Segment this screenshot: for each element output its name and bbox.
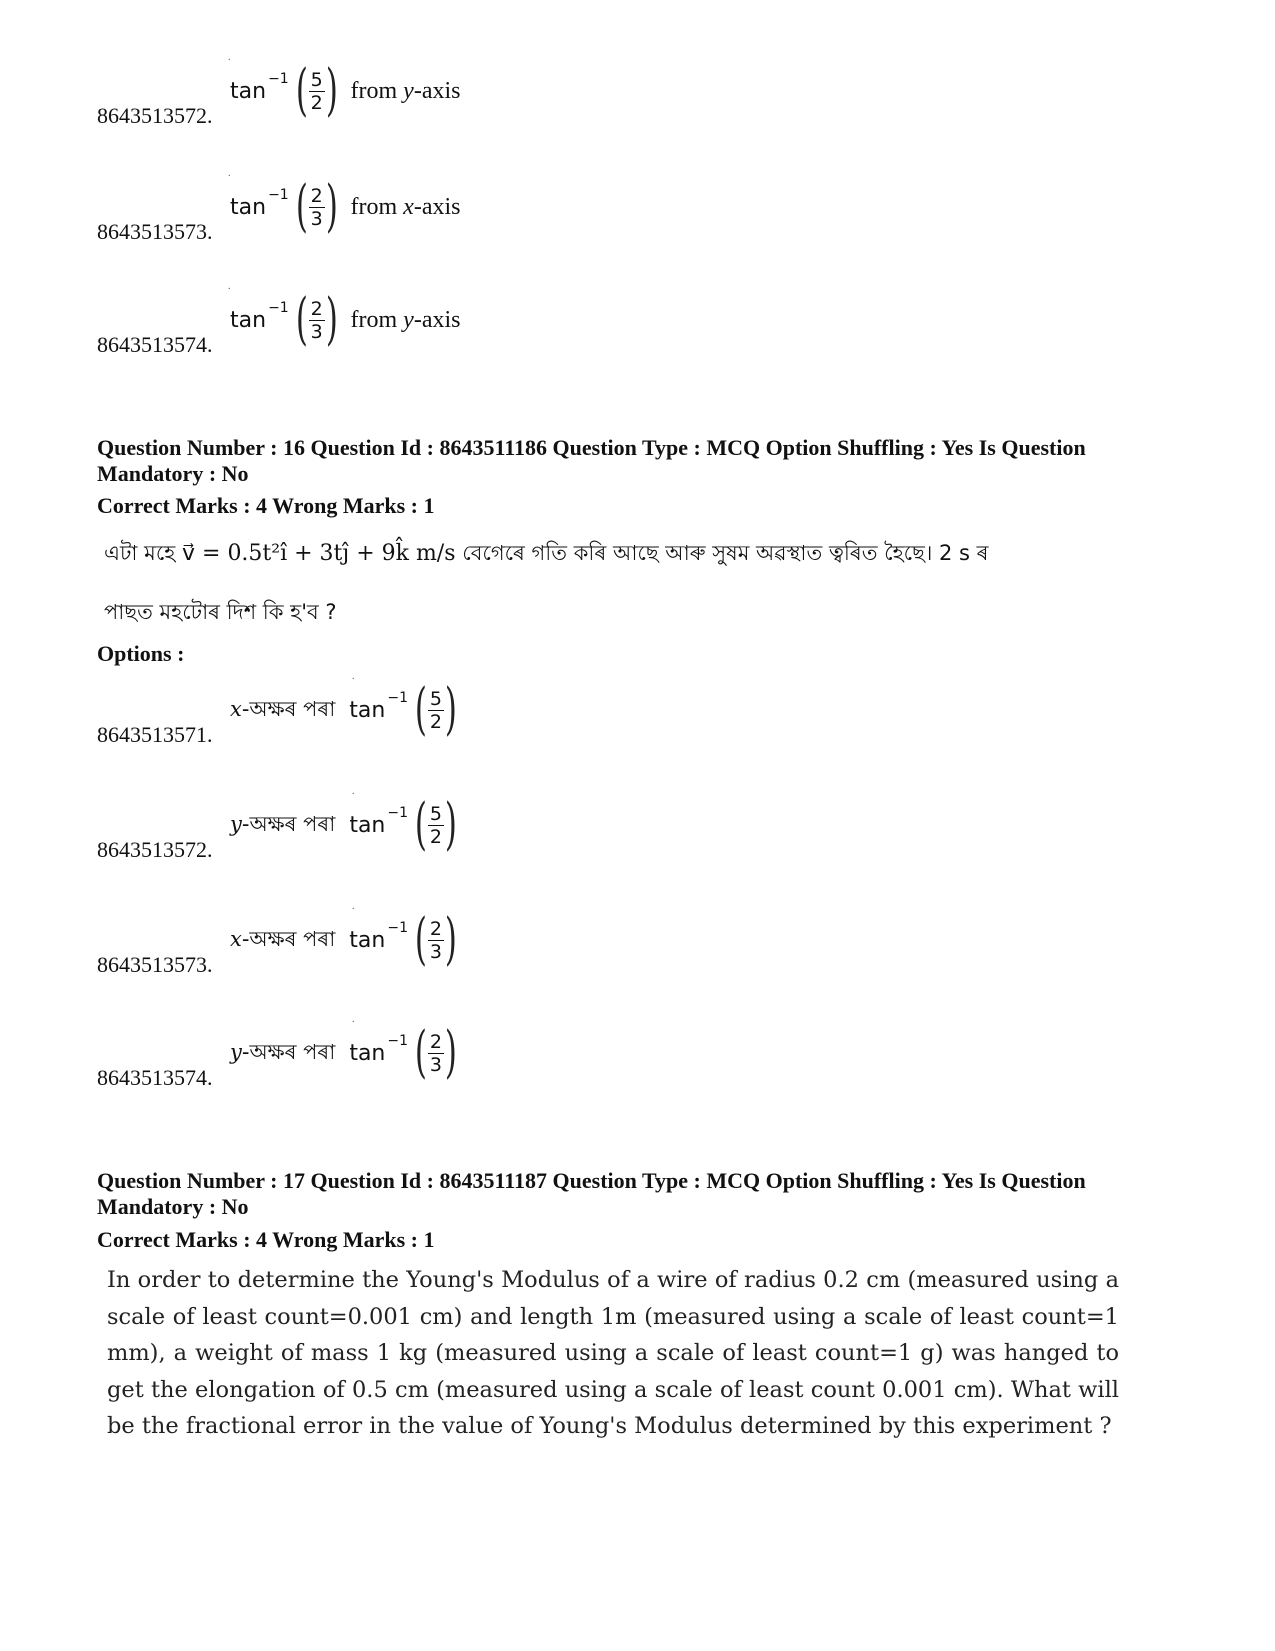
option-id: 8643513574. [97, 332, 213, 357]
option-math: x-অক্ষৰ পৰা tan −1 ( $\frac{2}{3}$ ) [230, 907, 457, 972]
option-row: . tan −1 ( $\frac{2}{3}$ ) from x-axis 8643513573. [97, 168, 461, 244]
option-id: 8643513571. [97, 722, 213, 747]
option-row: . y-অক্ষৰ পৰা tan −1 ( $\frac{5}{2}$ ) 8643513572. [97, 792, 797, 862]
option-math: tan −1 ( $\frac{2}{3}$ ) from y-axis [230, 287, 461, 352]
option-row: . tan −1 ( $\frac{2}{3}$ ) from y-axis 8643513574. [97, 281, 461, 357]
question-text: In order to determine the Young's Modulus of a wire of radius 0.2 cm (measured using a scale of least count=0.001 cm) and length 1m (measured using a scale of least count=1 mm), a weight of mass 1 kg (measured using a scale of least count=1 g) was hanged to get the elongation of 0.5 cm (measured using a scale of least count 0.001 cm). What will be the fractional error in the value of Young's Modulus determined by this experiment ? [107, 1267, 1119, 1440]
option-math: y-অক্ষৰ পৰা tan −1 ( $\frac{5}{2}$ ) [230, 792, 457, 857]
option-math: tan −1 ( $\frac{5}{2}$ ) from y-axis [230, 58, 461, 123]
question-marks: Correct Marks : 4 Wrong Marks : 1 [97, 493, 435, 518]
option-id: 8643513572. [97, 103, 213, 128]
option-math: y-অক্ষৰ পৰা tan −1 ( $\frac{2}{3}$ ) [230, 1020, 457, 1085]
velocity-equation: v⃗ = 0.5t²î + 3tĵ + 9k̂ m/s [182, 541, 456, 566]
option-math: tan −1 ( $\frac{2}{3}$ ) from x-axis [230, 174, 461, 239]
option-row: . x-অক্ষৰ পৰা tan −1 ( $\frac{2}{3}$ ) 8643513573. [97, 907, 797, 977]
option-row: . x-অক্ষৰ পৰা tan −1 ( $\frac{5}{2}$ ) 8643513571. [97, 677, 797, 747]
options-label: Options : [97, 641, 185, 666]
question-header: Question Number : 17 Question Id : 8643511187 Question Type : MCQ Option Shuffling : Yes Is Question Mandatory : No [97, 1168, 1086, 1219]
question-text: এটা মহে v⃗ = 0.5t²î + 3tĵ + 9k̂ m/s বেগেৰে গতি কৰি আছে আৰু সুষম অৱস্থাত ত্বৰিত হৈছে। 2 s ৰ পাছত মহটোৰ দিশ কি হ'ব ? [104, 541, 989, 624]
option-id: 8643513572. [97, 837, 213, 862]
option-id: 8643513573. [97, 219, 213, 244]
option-math: x-অক্ষৰ পৰা tan −1 ( $\frac{5}{2}$ ) [230, 677, 457, 742]
option-id: 8643513573. [97, 952, 213, 977]
option-id: 8643513574. [97, 1065, 213, 1090]
option-row: . y-অক্ষৰ পৰা tan −1 ( $\frac{2}{3}$ ) 8643513574. [97, 1020, 797, 1090]
option-row: . tan −1 ( $\frac{5}{2}$ ) from y-axis 8643513572. [97, 52, 461, 128]
question-header: Question Number : 16 Question Id : 8643511186 Question Type : MCQ Option Shuffling : Yes Is Question Mandatory : No [97, 435, 1086, 486]
question-marks: Correct Marks : 4 Wrong Marks : 1 [97, 1227, 435, 1252]
